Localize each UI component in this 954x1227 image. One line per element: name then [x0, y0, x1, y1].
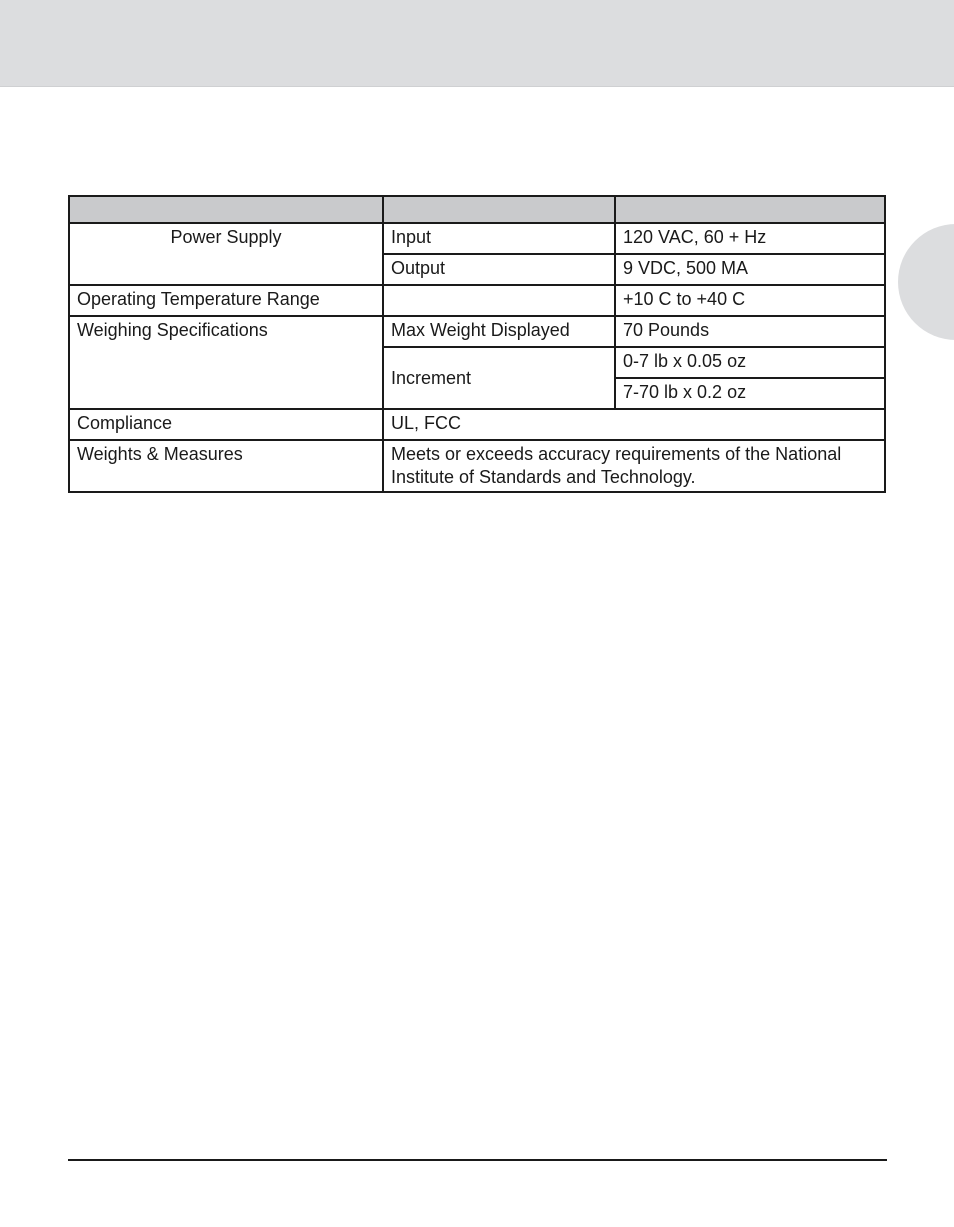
table-row: [69, 285, 885, 316]
max-weight-value: 70 Pounds: [615, 316, 885, 347]
table-header-cell: [69, 196, 383, 223]
table-row: [69, 316, 885, 347]
page-header-band: [0, 0, 954, 87]
temperature-value: +10 C to +40 C: [615, 285, 885, 316]
table-row: [69, 409, 885, 440]
increment-label: Increment: [383, 347, 615, 409]
weighing-label: Weighing Specifications: [69, 316, 383, 409]
weights-measures-label: Weights & Measures: [69, 440, 383, 492]
max-weight-label: Max Weight Displayed: [383, 316, 615, 347]
footer-divider: [68, 1159, 887, 1161]
section-side-tab: [898, 224, 954, 340]
compliance-label: Compliance: [69, 409, 383, 440]
table-header-row: [69, 196, 885, 223]
power-output-value: 9 VDC, 500 MA: [615, 254, 885, 285]
increment-value: 0-7 lb x 0.05 oz: [615, 347, 885, 378]
specifications-table: [68, 195, 886, 493]
power-input-label: Input: [383, 223, 615, 254]
temperature-sub: [383, 285, 615, 316]
power-supply-label: Power Supply: [69, 223, 383, 285]
table-row: [69, 223, 885, 254]
temperature-label: Operating Temperature Range: [69, 285, 383, 316]
power-input-value: 120 VAC, 60 + Hz: [615, 223, 885, 254]
table-row: [69, 440, 885, 492]
increment-value: 7-70 lb x 0.2 oz: [615, 378, 885, 409]
table-header-cell: [383, 196, 615, 223]
power-output-label: Output: [383, 254, 615, 285]
table-header-cell: [615, 196, 885, 223]
weights-measures-value: Meets or exceeds accuracy requirements of the National Institute of Standards and Technology.: [383, 440, 885, 492]
compliance-value: UL, FCC: [383, 409, 885, 440]
